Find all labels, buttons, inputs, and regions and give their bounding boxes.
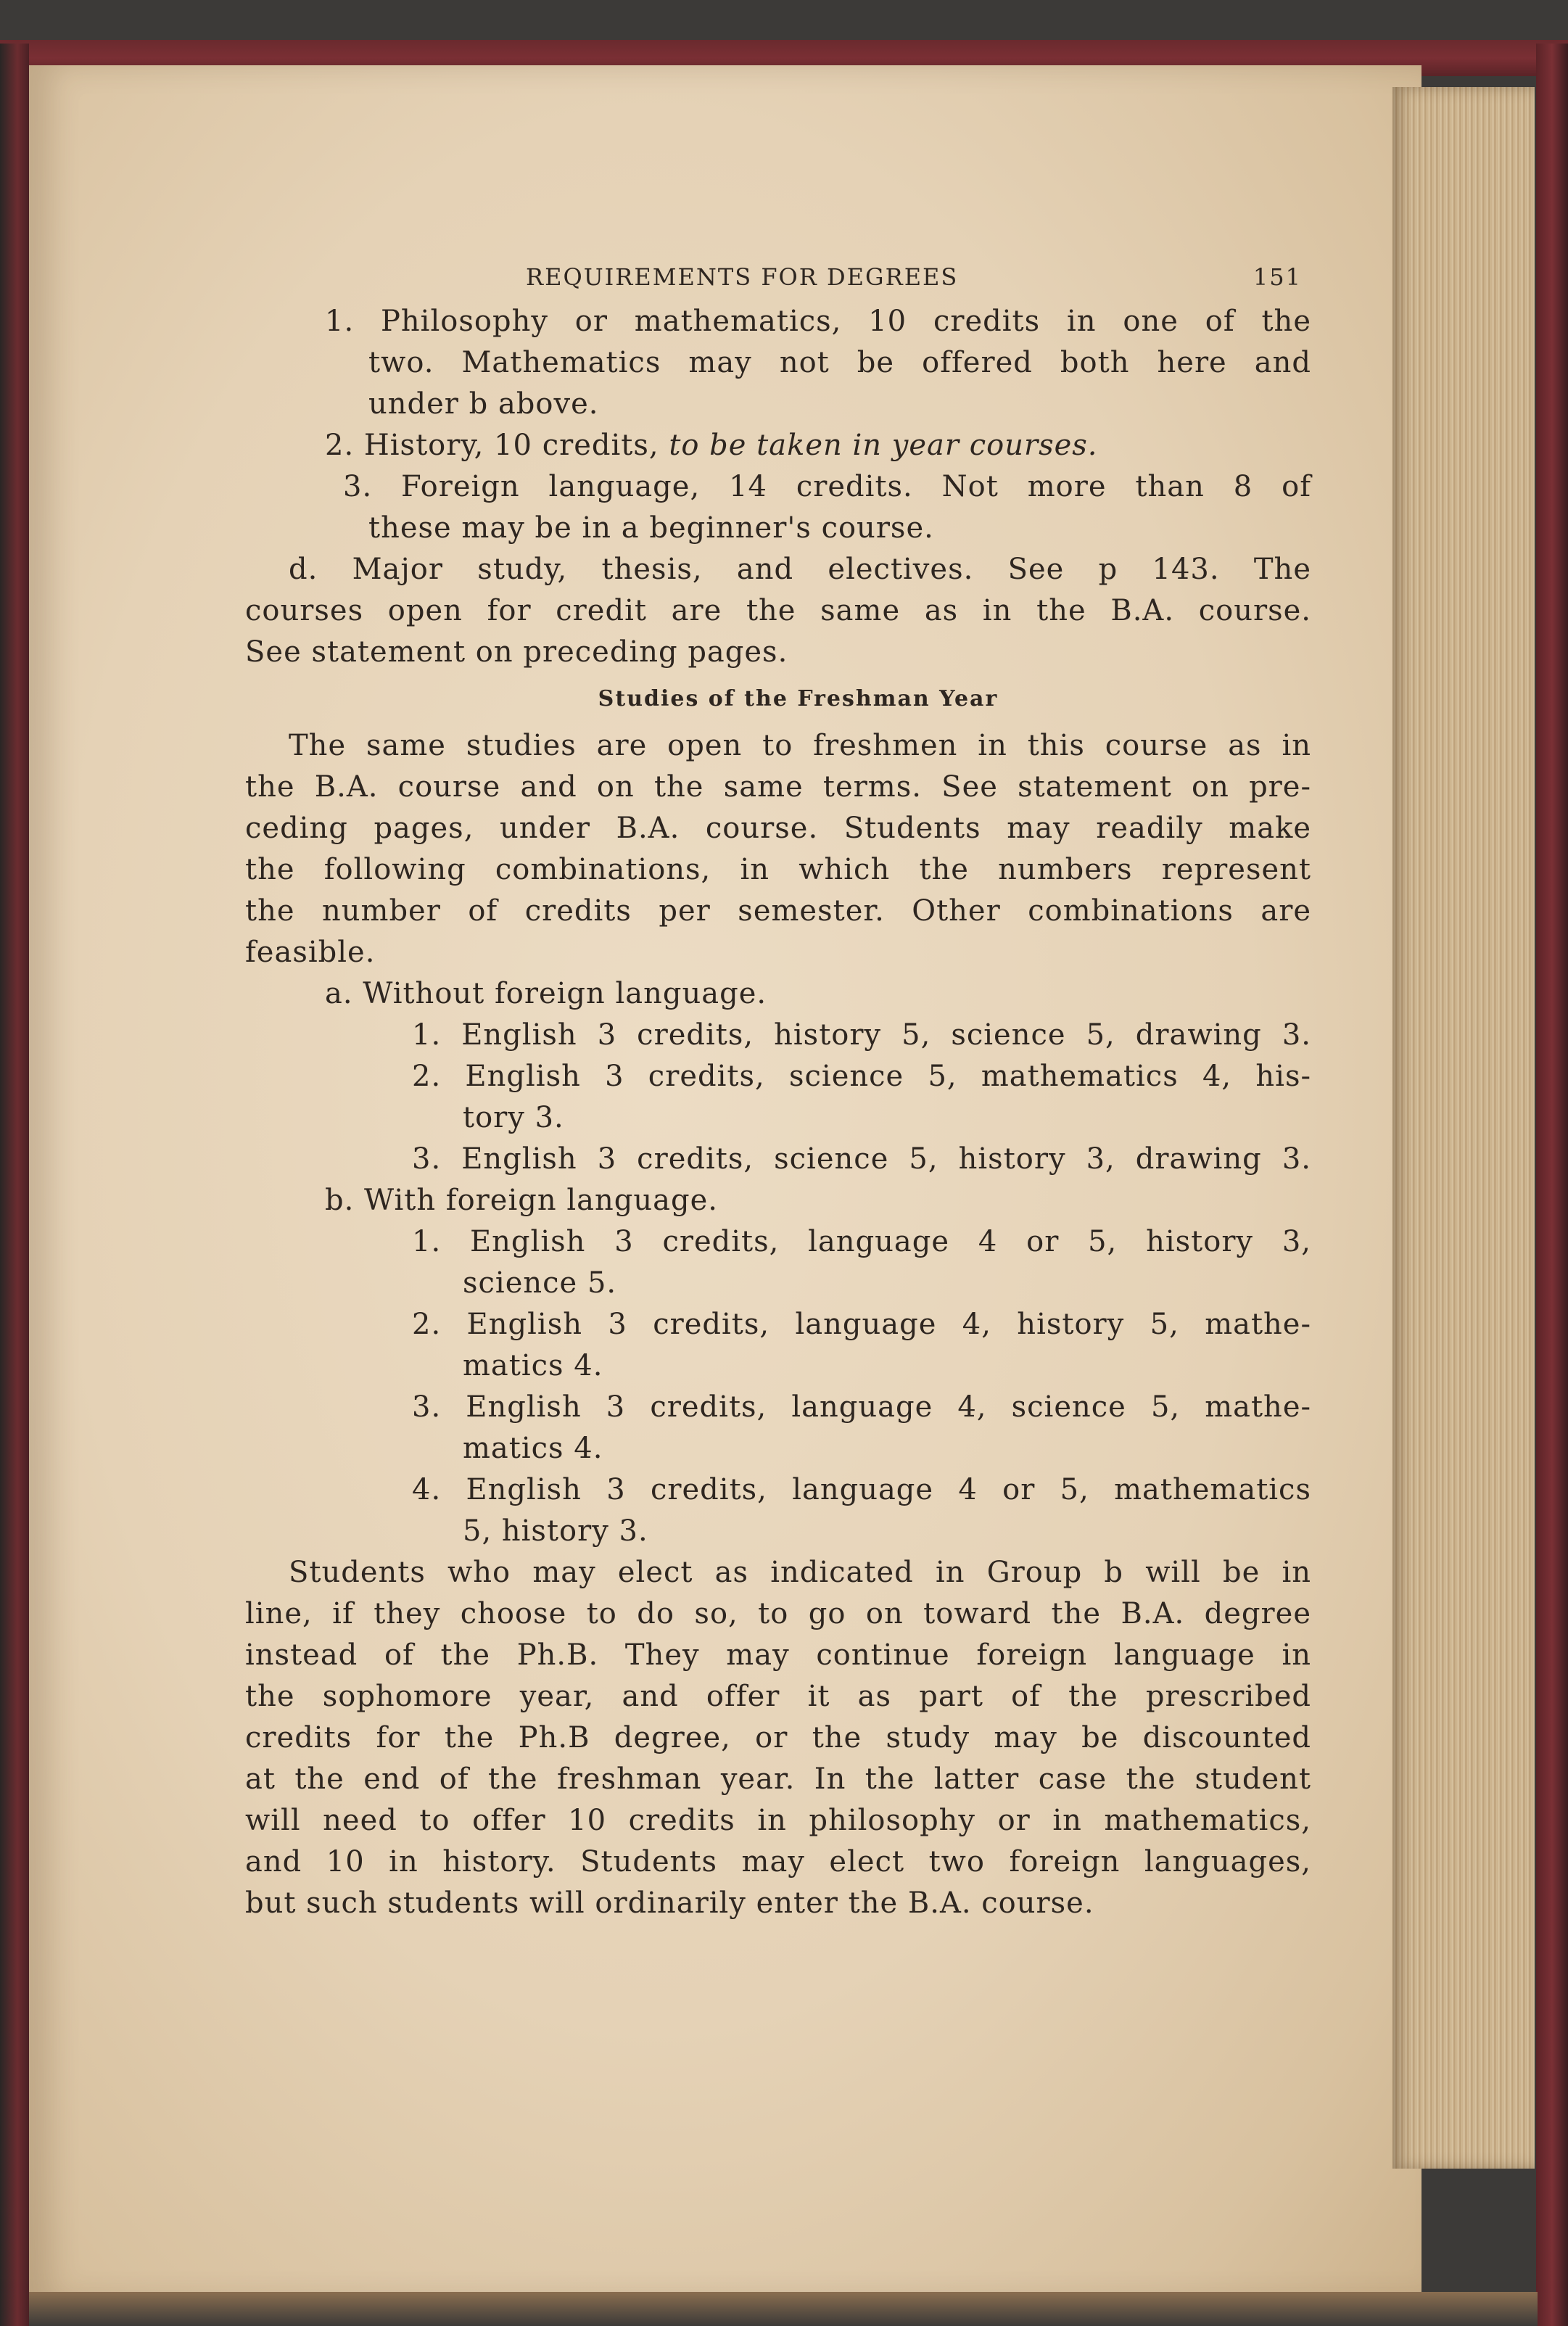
group-a-item-2-line-1: 2. English 3 credits, science 5, mathematics 4, his- [412,1060,1311,1093]
section-subheading: Studies of the Freshman Year [598,686,999,712]
group-b-item-4-line-1: 4. English 3 credits, language 4 or 5, mathematics [412,1473,1311,1506]
group-b-item-2-line-2: matics 4. [463,1349,603,1382]
para-1-line-1: The same studies are open to freshmen in this course as in [289,729,1311,762]
running-title: REQUIREMENTS FOR DEGREES [526,263,959,291]
item-3-line-1: 3. Foreign language, 14 credits. Not more than 8 of [343,470,1311,503]
para-2-line-6: at the end of the freshman year. In the latter case the student [245,1762,1311,1796]
item-1-line-2: two. Mathematics may not be offered both here and [368,346,1311,379]
item-3-line-2: these may be in a beginner's course. [368,511,934,545]
group-b-item-3-line-1: 3. English 3 credits, language 4, science 5, mathe- [412,1390,1311,1424]
page-stack-edges [1392,87,1535,2169]
item-d-line-2: courses open for credit are the same as in the B.A. course. [245,594,1311,627]
book-cover-left-edge [0,44,29,2326]
page-number: 151 [1253,263,1302,291]
group-b-item-3-line-2: matics 4. [463,1432,603,1465]
item-2-text: 2. History, 10 credits, [325,429,669,462]
item-1-line-3: under b above. [368,387,599,421]
group-b-heading: b. With foreign language. [325,1184,718,1217]
group-a-item-1: 1. English 3 credits, history 5, science 5, drawing 3. [412,1018,1311,1052]
group-a-item-2-line-2: tory 3. [463,1101,564,1134]
item-2-line [245,425,1311,466]
group-b-item-1-line-2: science 5. [463,1266,617,1300]
page-text [245,257,1311,1924]
para-1-line-5: the number of credits per semester. Other combinations are [245,894,1311,928]
item-1-line-1: 1. Philosophy or mathematics, 10 credits in one of the [325,305,1311,338]
para-1-line-2: the B.A. course and on the same terms. See statement on pre- [245,770,1311,804]
group-b-item-4-line-2: 5, history 3. [463,1514,648,1548]
item-d-line-1: d. Major study, thesis, and electives. See p 143. The [289,553,1311,586]
para-2-line-1: Students who may elect as indicated in Group b will be in [289,1556,1311,1589]
book-cover-right-edge [1536,44,1568,2326]
para-2-line-5: credits for the Ph.B degree, or the study may be discounted [245,1721,1311,1754]
para-2-line-7: will need to offer 10 credits in philosophy or in mathematics, [245,1804,1311,1837]
para-2-line-2: line, if they choose to do so, to go on toward the B.A. degree [245,1597,1311,1630]
para-2-line-8: and 10 in history. Students may elect two foreign languages, [245,1845,1311,1878]
item-d-line-3: See statement on preceding pages. [245,635,788,669]
group-a-item-3: 3. English 3 credits, science 5, history 3, drawing 3. [412,1142,1311,1176]
para-2-line-4: the sophomore year, and offer it as part of the prescribed [245,1680,1311,1713]
page-bottom-shadow [29,2292,1538,2326]
para-1-line-6: feasible. [245,936,376,969]
para-1-line-4: the following combinations, in which the numbers represent [245,853,1311,886]
running-header [245,257,1311,301]
para-2-line-3: instead of the Ph.B. They may continue foreign language in [245,1638,1311,1672]
para-1-line-3: ceding pages, under B.A. course. Students may readily make [245,812,1311,845]
group-b-item-2-line-1: 2. English 3 credits, language 4, history 5, mathe- [412,1308,1311,1341]
para-2-line-9: but such students will ordinarily enter the B.A. course. [245,1886,1094,1920]
group-b-item-1-line-1: 1. English 3 credits, language 4 or 5, history 3, [412,1225,1311,1258]
group-a-heading: a. Without foreign language. [325,977,767,1010]
item-2-italic: to be taken in year courses. [669,429,1098,462]
